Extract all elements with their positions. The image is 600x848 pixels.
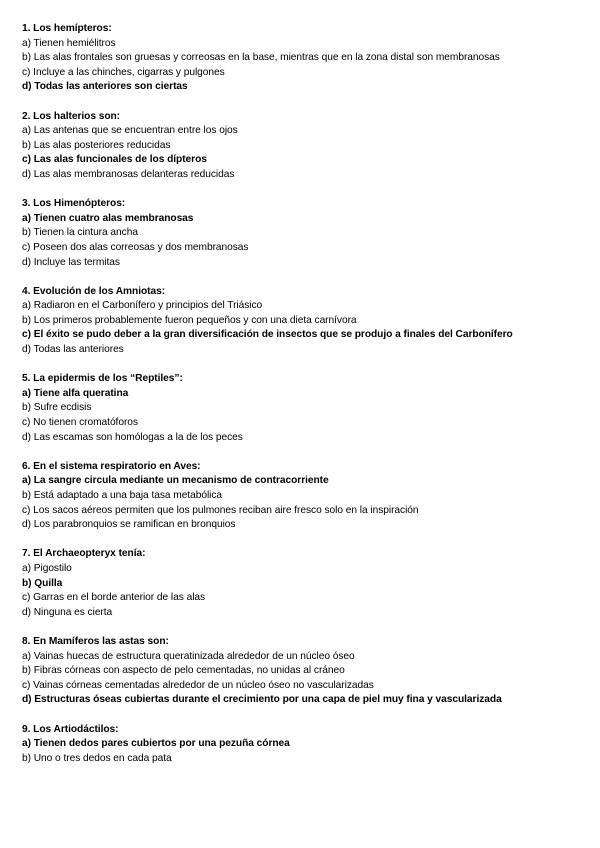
answer-option: c) Vainas córneas cementadas alrededor de un núcleo óseo no vascularizadas: [22, 679, 374, 691]
question-9: [22, 723, 582, 767]
answer-option: a) Vainas huecas de estructura queratinizada alrededor de un núcleo óseo: [22, 650, 355, 662]
answer-option-correct: c) El éxito se pudo deber a la gran diversificación de insectos que se produjo a finales del Carbonífero: [22, 329, 513, 341]
answer-option: d) Incluye las termitas: [22, 256, 120, 268]
answer-option: a) Las antenas que se encuentran entre los ojos: [22, 125, 238, 137]
answer-option: d) Todas las anteriores: [22, 344, 124, 356]
answer-option: c) Incluye a las chinches, cigarras y pulgones: [22, 66, 225, 78]
question-title: 7. El Archaeopteryx tenía:: [22, 548, 146, 560]
answer-option: c) No tienen cromatóforos: [22, 417, 138, 429]
question-title: 2. Los halterios son:: [22, 110, 121, 122]
question-title: 9. Los Artiodáctilos:: [22, 723, 119, 735]
question-7: [22, 547, 582, 620]
answer-option-correct: a) Tienen cuatro alas membranosas: [22, 212, 194, 224]
answer-option: d) Los parabronquios se ramifican en bronquios: [22, 519, 236, 531]
answer-option-correct: d) Todas las anteriores son ciertas: [22, 81, 188, 93]
question-8: [22, 635, 582, 708]
answer-option: b) Los primeros probablemente fueron pequeños y con una dieta carnívora: [22, 314, 357, 326]
answer-option: b) Las alas posteriores reducidas: [22, 139, 171, 151]
question-4: [22, 285, 582, 358]
answer-option-correct: a) Tienen dedos pares cubiertos por una pezuña córnea: [22, 738, 290, 750]
answer-option: a) Pigostilo: [22, 562, 72, 574]
answer-option: c) Poseen dos alas correosas y dos membranosas: [22, 241, 249, 253]
answer-option: b) Tienen la cintura ancha: [22, 227, 138, 239]
answer-option: b) Está adaptado a una baja tasa metabólica: [22, 490, 223, 501]
answer-option: a) Tienen hemiélitros: [22, 37, 116, 49]
answer-option-correct: a) Tiene alfa queratina: [22, 387, 129, 399]
answer-option: a) Radiaron en el Carbonífero y principios del Triásico: [22, 300, 263, 312]
answer-option: b) Las alas frontales son gruesas y correosas en la base, mientras que en la zona distal son membranosas: [22, 52, 500, 64]
answer-option: b) Sufre ecdisis: [22, 402, 92, 414]
answer-option-correct: d) Estructuras óseas cubiertas durante el crecimiento por una capa de piel muy fina y vascularizada: [22, 694, 502, 706]
question-title: 5. La epidermis de los “Reptiles”:: [22, 373, 183, 385]
question-1: [22, 22, 582, 95]
question-5: [22, 372, 582, 445]
answer-option: d) Las alas membranosas delanteras reducidas: [22, 168, 235, 180]
quiz-document: [22, 22, 582, 781]
answer-option: b) Uno o tres dedos en cada pata: [22, 752, 172, 764]
question-2: [22, 110, 582, 183]
question-6: [22, 460, 582, 533]
question-title: 1. Los hemípteros:: [22, 23, 112, 34]
answer-option: d) Ninguna es cierta: [22, 606, 113, 618]
answer-option: c) Los sacos aéreos permiten que los pulmones reciban aire fresco solo en la inspiración: [22, 504, 419, 516]
question-title: 3. Los Himenópteros:: [22, 198, 126, 210]
question-3: [22, 197, 582, 270]
answer-option: c) Garras en el borde anterior de las alas: [22, 592, 206, 604]
answer-option: b) Fibras córneas con aspecto de pelo cementadas, no unidas al cráneo: [22, 665, 345, 677]
question-title: 8. En Mamíferos las astas son:: [22, 635, 169, 647]
answer-option-correct: a) La sangre circula mediante un mecanismo de contracorriente: [22, 475, 329, 487]
answer-option-correct: c) Las alas funcionales de los dípteros: [22, 154, 207, 166]
question-title: 4. Evolución de los Amniotas:: [22, 285, 166, 297]
answer-option-correct: b) Quilla: [22, 577, 63, 589]
question-title: 6. En el sistema respiratorio en Aves:: [22, 460, 201, 472]
answer-option: d) Las escamas son homólogas a la de los peces: [22, 431, 243, 443]
